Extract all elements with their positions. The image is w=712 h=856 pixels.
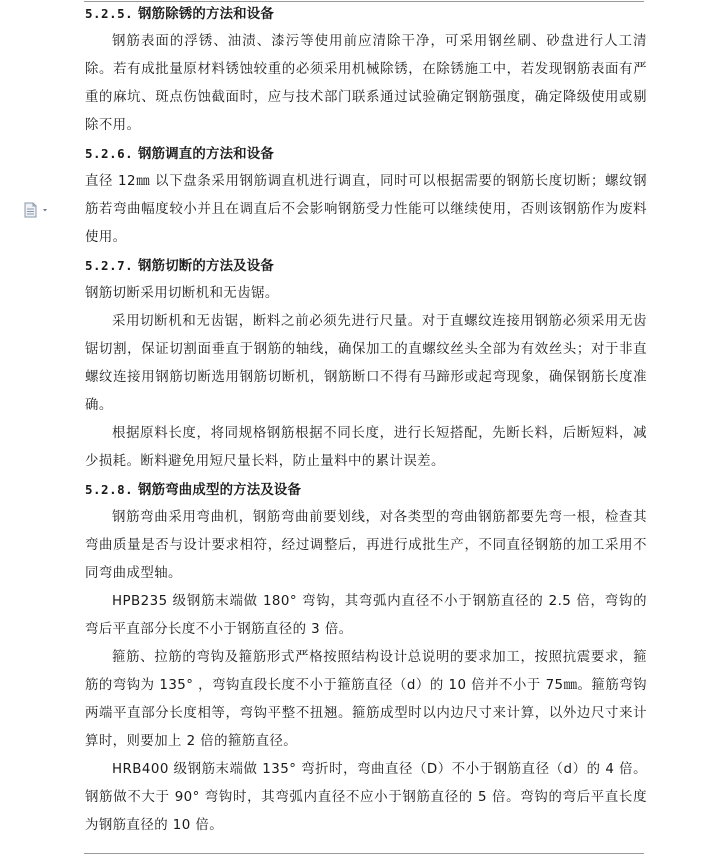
section-title: 钢筋切断的方法及设备: [138, 259, 274, 274]
page-bottom-rule: [84, 853, 644, 854]
paragraph-derusting: 钢筋表面的浮锈、油渍、漆污等使用前应清除干净，可采用钢丝刷、砂盘进行人工清除。若有成批量原材料锈蚀较重的必须采用机械除锈，在除锈施工中，若发现钢筋表面有严重的麻坑、斑点伤蚀截面时，应与技术部门联系通过试验确定钢筋强度，确定降级使用或剔除不用。: [85, 34, 647, 133]
paragraph-cutting-intro: 钢筋切断采用切断机和无齿锯。: [85, 286, 279, 301]
document-comment-icon[interactable]: [24, 202, 54, 218]
paragraph-bending-machine: 钢筋弯曲采用弯曲机，钢筋弯曲前要划线，对各类型的弯曲钢筋都要先弯一根，检查其弯曲质量是否与设计要求相符，经过调整后，再进行成批生产，不同直径钢筋的加工采用不同弯曲成型轴。: [85, 510, 647, 581]
section-heading-5-2-7: [85, 252, 647, 280]
section-number: 5.2.6.: [85, 146, 134, 161]
section-number: 5.2.5.: [85, 6, 134, 21]
paragraph-stirrup-hook: 箍筋、拉筋的弯钩及箍筋形式严格按照结构设计总说明的要求加工，按照抗震要求，箍筋的弯钩为 135° ，弯钩直段长度不小于箍筋直径（d）的 10 倍并不小于 75㎜。箍筋弯钩两端平直部分长度相等，弯钩平整不扭翘。箍筋成型时以内边尺寸来计算，以外边尺寸来计算时，则要加上 2 倍的箍筋直径。: [85, 650, 647, 749]
paragraph-cutting-length: 根据原料长度，将同规格钢筋根据不同长度，进行长短搭配，先断长料，后断短料，减少损耗。断料避免用短尺量长料，防止量料中的累计误差。: [85, 426, 647, 469]
section-title: 钢筋弯曲成型的方法及设备: [138, 483, 302, 498]
paragraph-hpb235-hook: HPB235 级钢筋末端做 180° 弯钩，其弯弧内直径不小于钢筋直径的 2.5 倍，弯钩的弯后平直部分长度不小于钢筋直径的 3 倍。: [85, 594, 647, 637]
section-title: 钢筋除锈的方法和设备: [138, 7, 274, 22]
section-number: 5.2.8.: [85, 482, 134, 497]
paragraph-cutting-method: 采用切断机和无齿锯，断料之前必须先进行尺量。对于直螺纹连接用钢筋必须采用无齿锯切割，保证切割面垂直于钢筋的轴线，确保加工的直螺纹丝头全部为有效丝头；对于非直螺纹连接用钢筋切断选用钢筋切断机，钢筋断口不得有马蹄形或起弯现象，确保钢筋长度准确。: [85, 314, 647, 413]
paragraph-straightening: 直径 12㎜ 以下盘条采用钢筋调直机进行调直，同时可以根据需要的钢筋长度切断；螺纹钢筋若弯曲幅度较小并且在调直后不会影响钢筋受力性能可以继续使用，否则该钢筋作为废料使用。: [85, 174, 647, 245]
section-heading-5-2-8: [85, 476, 647, 504]
document-body: [85, 0, 647, 840]
section-title: 钢筋调直的方法和设备: [138, 147, 274, 162]
section-heading-5-2-5: [85, 0, 647, 28]
paragraph-hrb400-hook: HRB400 级钢筋末端做 135° 弯折时，弯曲直径（D）不小于钢筋直径（d）的 4 倍。钢筋做不大于 90° 弯钩时，其弯弧内直径不应小于钢筋直径的 5 倍。弯钩的弯后平直长度为钢筋直径的 10 倍。: [85, 762, 647, 833]
section-heading-5-2-6: [85, 140, 647, 168]
section-number: 5.2.7.: [85, 258, 134, 273]
